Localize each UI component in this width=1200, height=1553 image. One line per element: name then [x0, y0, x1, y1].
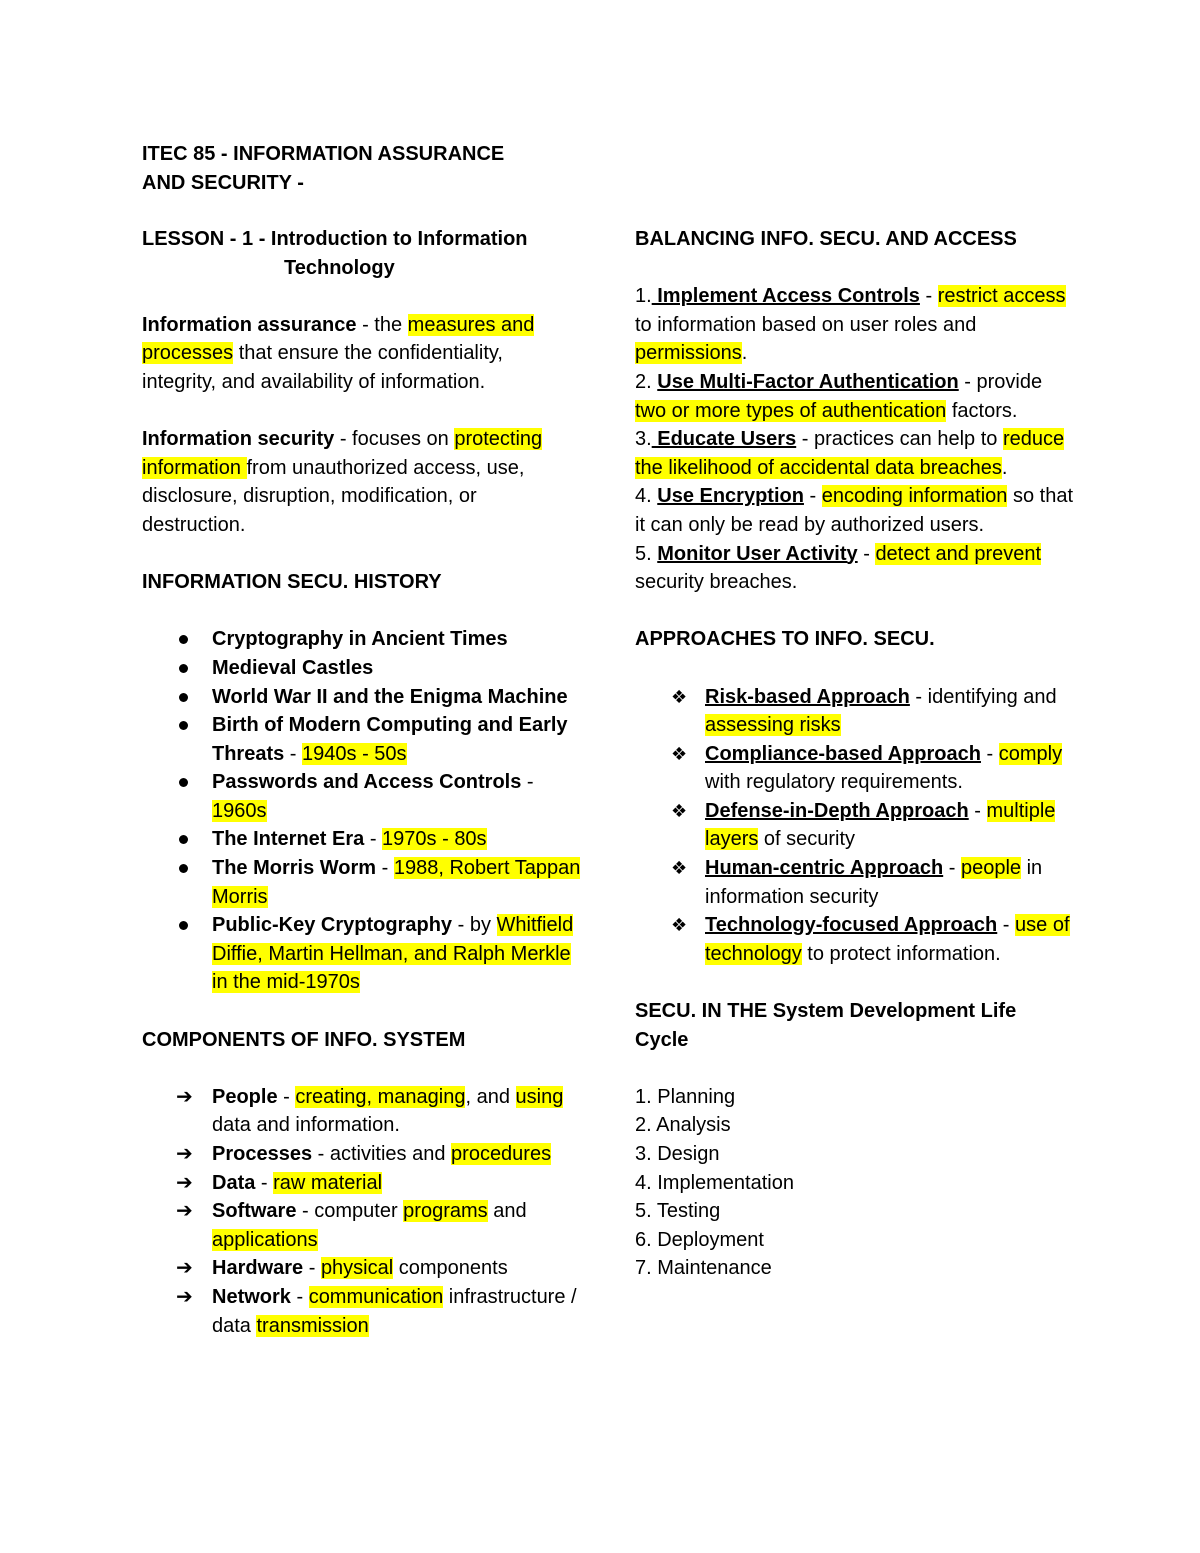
list-item: ➔ People - creating, managing, and using data and information. [142, 1083, 582, 1140]
document-title [142, 140, 582, 197]
lesson-title [142, 225, 582, 282]
list-item: 1. Implement Access Controls - restrict access to information based on user roles and permissions. [635, 285, 1066, 365]
arrow-icon: ➔ [176, 1171, 193, 1194]
right-column [635, 225, 1075, 1283]
list-item: ❖ Compliance-based Approach - comply with regulatory requirements. [635, 740, 1075, 797]
arrow-icon: ➔ [176, 1200, 193, 1223]
sdlc-list [635, 1083, 1075, 1283]
list-item: Birth of Modern Computing and Early Threats - 1940s - 50s [142, 711, 582, 768]
list-item: 4. Use Encryption - encoding information so that it can only be read by authorized users. [635, 485, 1074, 536]
list-item: 3. Educate Users - practices can help to reduce the likelihood of accidental data breaches. [635, 428, 1065, 479]
list-item: Medieval Castles [142, 654, 582, 683]
highlight: programs [403, 1200, 488, 1223]
diamond-bullet-icon: ❖ [671, 686, 688, 707]
list-item: ❖ Risk-based Approach - identifying and assessing risks [635, 683, 1075, 740]
highlight: Whitfield Diffie, Martin Hellman, and Ralph Merkle in the mid-1970s [212, 914, 574, 994]
arrow-icon: ➔ [176, 1143, 193, 1165]
highlight: detect and prevent [875, 542, 1042, 565]
highlight: procedures [451, 1143, 552, 1165]
highlight: physical [320, 1257, 394, 1280]
list-item: 1. Planning [635, 1085, 736, 1108]
diamond-bullet-icon: ❖ [671, 743, 688, 764]
bullet-icon [179, 664, 188, 673]
bullet-icon [179, 693, 188, 702]
info-assurance-definition: Information assurance - the measures and processes that ensure the confidentiality, integrity, and availability of information. [142, 313, 535, 393]
highlight: applications [212, 1228, 318, 1251]
diamond-bullet-icon: ❖ [671, 800, 688, 821]
highlight: two or more types of authentication [635, 399, 947, 422]
list-item: Public-Key Cryptography - by Whitfield Diffie, Martin Hellman, and Ralph Merkle in the mid-1970s [142, 911, 582, 997]
arrow-icon: ➔ [176, 1285, 193, 1308]
highlight: measures and processes [142, 313, 535, 365]
highlight: restrict access [937, 285, 1066, 308]
diamond-bullet-icon: ❖ [671, 915, 688, 936]
approaches-heading: APPROACHES TO INFO. SECU. [635, 628, 935, 651]
bullet-icon [179, 921, 188, 930]
list-item: Cryptography in Ancient Times [142, 625, 582, 654]
bullet-icon [179, 778, 188, 787]
highlight: permissions [635, 342, 742, 365]
list-item: 4. Implementation [635, 1171, 794, 1194]
highlight: transmission [256, 1314, 369, 1337]
left-column [142, 225, 582, 1340]
balancing-heading: BALANCING INFO. SECU. AND ACCESS [635, 228, 1017, 250]
arrow-icon: ➔ [176, 1085, 193, 1108]
lesson-title-line-2: Technology [284, 256, 395, 279]
highlight: multiple layers [705, 799, 1056, 851]
list-item: 7. Maintenance [635, 1257, 772, 1280]
highlight: reduce the likelihood of accidental data breaches [635, 428, 1065, 479]
list-item: 2. Analysis [635, 1114, 731, 1137]
list-item: ➔ Data - raw material [142, 1169, 582, 1198]
diamond-bullet-icon: ❖ [671, 858, 688, 879]
list-item: 3. Design [635, 1143, 720, 1165]
approaches-list [635, 683, 1075, 969]
highlight: using [515, 1085, 564, 1108]
highlight: creating, managing [295, 1085, 466, 1108]
highlight: protecting information [142, 428, 543, 479]
list-item: ➔ Software - computer programs and applications [142, 1197, 582, 1254]
highlight: 1988, Robert Tappan Morris [212, 857, 581, 908]
list-item: 5. Testing [635, 1200, 721, 1223]
list-item: 6. Deployment [635, 1228, 764, 1251]
bullet-icon [179, 721, 188, 730]
highlight: comply [998, 742, 1063, 765]
highlight: 1940s - 50s [302, 742, 407, 765]
highlight: assessing risks [705, 714, 841, 737]
title-line-2: AND SECURITY - [142, 171, 304, 194]
list-item: ➔ Processes - activities and procedures [142, 1140, 582, 1169]
list-item: ➔ Network - communication infrastructure / data transmission [142, 1283, 582, 1340]
list-item: The Morris Worm - 1988, Robert Tappan Morris [142, 854, 582, 911]
list-item: ❖ Human-centric Approach - people in information security [635, 854, 1075, 911]
lesson-title-line-1: LESSON - 1 - Introduction to Information [142, 228, 528, 250]
bullet-icon [179, 864, 188, 873]
arrow-icon: ➔ [176, 1257, 193, 1280]
highlight: 1960s [212, 799, 267, 822]
highlight: encoding information [821, 485, 1008, 508]
definition-term: Information security [142, 428, 335, 451]
bullet-icon [179, 635, 188, 644]
components-heading: COMPONENTS OF INFO. SYSTEM [142, 1028, 466, 1051]
list-item: World War II and the Enigma Machine [142, 683, 582, 712]
highlight: communication [308, 1285, 444, 1308]
list-item: The Internet Era - 1970s - 80s [142, 825, 582, 854]
list-item: 2. Use Multi-Factor Authentication - provide two or more types of authentication factors. [635, 370, 1043, 422]
history-list [142, 625, 582, 997]
highlight: use of technology [705, 914, 1070, 965]
list-item: ➔ Hardware - physical components [142, 1254, 582, 1283]
history-heading: INFORMATION SECU. HISTORY [142, 571, 442, 594]
definition-term: Information assurance [142, 313, 357, 336]
list-item: 5. Monitor User Activity - detect and prevent security breaches. [635, 542, 1042, 594]
list-item: ❖ Defense-in-Depth Approach - multiple layers of security [635, 797, 1075, 854]
sdlc-heading: SECU. IN THE System Development Life Cycle [635, 1000, 1017, 1051]
bullet-icon [179, 835, 188, 844]
highlight: 1970s - 80s [382, 828, 487, 851]
balancing-list [635, 282, 1075, 597]
components-list [142, 1083, 582, 1340]
title-line-1: ITEC 85 - INFORMATION ASSURANCE [142, 143, 505, 165]
highlight: people [960, 857, 1022, 880]
list-item: Passwords and Access Controls - 1960s [142, 768, 582, 825]
info-security-definition: Information security - focuses on protecting information from unauthorized access, use, disclosure, disruption, modification, or destruction. [142, 428, 543, 536]
list-item: ❖ Technology-focused Approach - use of technology to protect information. [635, 911, 1075, 968]
highlight: raw material [273, 1171, 383, 1194]
